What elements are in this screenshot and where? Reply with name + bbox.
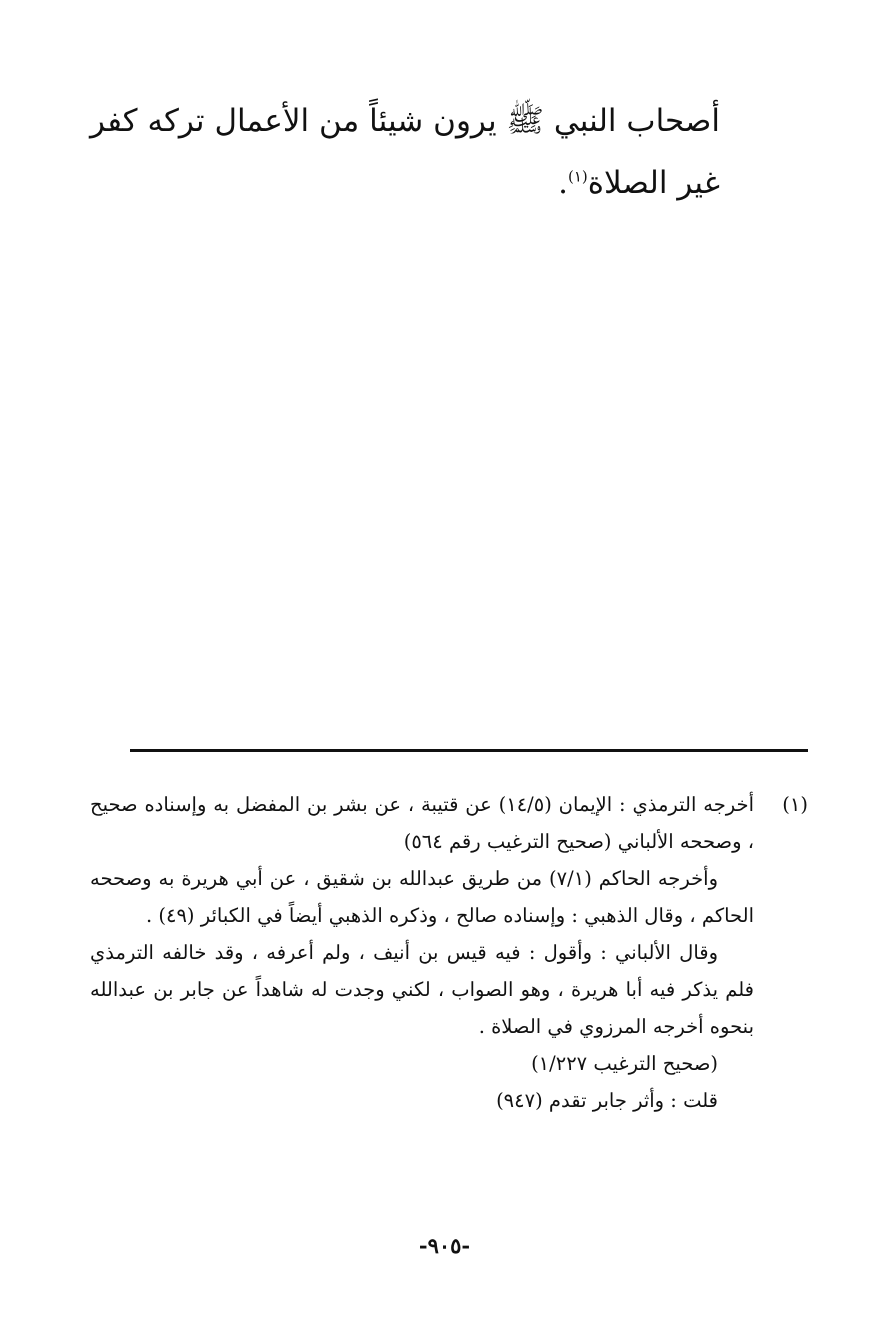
main-paragraph: [90, 90, 720, 214]
footnote-reference: (١): [568, 167, 588, 186]
footnote-paragraph: وأخرجه الحاكم (٧/١) من طريق عبدالله بن شقيق ، عن أبي هريرة به وصححه الحاكم ، وقال الذهبي : وإسناده صالح ، وذكره الذهبي أيضاً في الكبائر (٤٩) .: [90, 867, 754, 927]
footnote-note: قلت : وأثر جابر تقدم (٩٤٧): [496, 1089, 718, 1112]
footnote-separator: [130, 749, 808, 752]
footnote-body: [90, 786, 754, 1119]
footnote-paragraph: وقال الألباني : وأقول : فيه قيس بن أنيف ، ولم أعرفه ، وقد خالفه الترمذي فلم يذكر فيه أبا هريرة ، وهو الصواب ، لكني وجدت له شاهداً عن جابر بن عبدالله بنحوه أخرجه المرزوي في الصلاة .: [90, 941, 754, 1038]
page-number: -٩٠٥-: [418, 1233, 471, 1258]
footnotes-section: [90, 786, 808, 1119]
main-text: أصحاب النبي ﷺ يرون شيئاً من الأعمال تركه كفر غير الصلاة: [90, 103, 720, 201]
main-end-mark: .: [558, 165, 568, 201]
footnote-citation: (صحيح الترغيب ١/٢٢٧): [531, 1052, 718, 1075]
footnote-paragraph: أخرجه الترمذي : الإيمان (١٤/٥) عن قتيبة ، عن بشر بن المفضل به وإسناده صحيح ، وصححه الألباني (صحيح الترغيب رقم ٥٦٤): [90, 793, 754, 853]
footnote-number: (١): [782, 793, 808, 816]
